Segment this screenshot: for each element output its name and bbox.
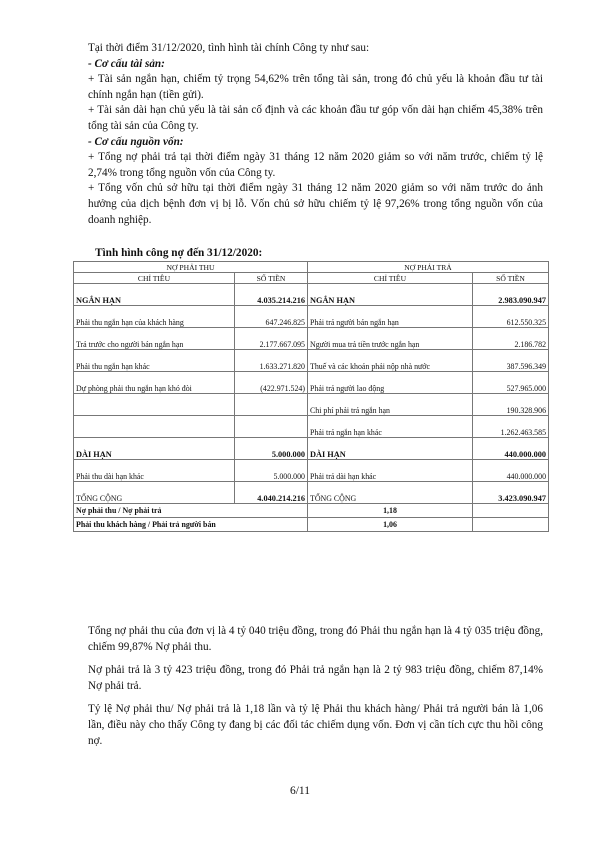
payable-amount: 190.328.906 [473, 394, 549, 416]
debt-table [73, 261, 549, 532]
receivable-item: Phải thu dài hạn khác [74, 460, 235, 482]
payable-amount: 527.965.000 [473, 372, 549, 394]
table-row [74, 460, 549, 482]
page-number: 6/11 [289, 785, 311, 797]
short-term-assets-paragraph: + Tài sản ngắn hạn, chiếm tỷ trọng 54,62% trên tổng tài sản, trong đó chủ yếu là khoản đầu tư tài chính ngắn hạn (tiền gửi). [88, 73, 543, 101]
payable-amount: 2.186.782 [473, 328, 549, 350]
column-header-amount: SỐ TIỀN [473, 273, 549, 284]
receivable-amount: 2.177.667.095 [235, 328, 308, 350]
ratio-value-customer-supplier: 1,06 [308, 518, 473, 532]
ratio-label-receivables-payables: Nợ phải thu / Nợ phải trả [74, 504, 308, 518]
ratio-row [74, 518, 549, 532]
payable-amount: 1.262.463.585 [473, 416, 549, 438]
ratio-value-receivables-payables: 1,18 [308, 504, 473, 518]
column-header-amount: SỐ TIỀN [235, 273, 308, 284]
ratio-empty-cell [473, 504, 549, 518]
receivable-amount [235, 416, 308, 438]
payable-item: Phải trả dài hạn khác [308, 460, 473, 482]
receivable-item: Trả trước cho người bán ngắn hạn [74, 328, 235, 350]
payable-amount: 2.983.090.947 [473, 284, 549, 306]
receivable-item: Dự phòng phải thu ngắn hạn khó đòi [74, 372, 235, 394]
table-row [74, 416, 549, 438]
receivable-item [74, 416, 235, 438]
payable-amount: 440.000.000 [473, 438, 549, 460]
overview-intro-line: Tại thời điểm 31/12/2020, tình hình tài chính Công ty như sau: [88, 42, 370, 54]
table-column-header-row [74, 273, 549, 284]
table-row [74, 350, 549, 372]
payable-item: Phải trả ngắn hạn khác [308, 416, 473, 438]
payable-item: Chi phí phải trả ngắn hạn [308, 394, 473, 416]
asset-structure-heading: - Cơ cấu tài sản: [88, 57, 165, 70]
payables-group-header: NỢ PHẢI TRẢ [308, 262, 549, 273]
receivable-total-amount: 4.040.214.216 [235, 482, 308, 504]
summary-receivables-paragraph: Tổng nợ phải thu của đơn vị là 4 tỷ 040 triệu đồng, trong đó Phải thu ngắn hạn là 4 tỷ 035 triệu đồng, chiếm 99,87% Nợ phải thu. [88, 625, 543, 653]
receivable-amount: 4.035.214.216 [235, 284, 308, 306]
receivable-item [74, 394, 235, 416]
payable-amount: 387.596.349 [473, 350, 549, 372]
ratio-label-customer-supplier: Phải thu khách hàng / Phải trả người bán [74, 518, 308, 532]
payable-item: Người mua trả tiền trước ngắn hạn [308, 328, 473, 350]
receivable-amount: 1.633.271.820 [235, 350, 308, 372]
table-group-header-row [74, 262, 549, 273]
debt-table-title: Tình hình công nợ đến 31/12/2020: [95, 247, 263, 259]
receivable-amount: 5.000.000 [235, 460, 308, 482]
payable-item: NGẮN HẠN [308, 284, 473, 306]
capital-structure-heading: - Cơ cấu nguồn vốn: [88, 135, 184, 148]
long-term-assets-paragraph: + Tài sản dài hạn chủ yếu là tài sản cố định và các khoản đầu tư góp vốn dài hạn chiếm 45,38% trên tổng tài sản của Công ty. [88, 104, 543, 132]
receivable-item: Phải thu ngắn hạn của khách hàng [74, 306, 235, 328]
liabilities-paragraph: + Tổng nợ phải trả tại thời điểm ngày 31 tháng 12 năm 2020 giảm so với năm trước, chiếm tỷ lệ 2,74% trong tổng nguồn vốn của Công ty. [88, 151, 543, 179]
table-row [74, 284, 549, 306]
summary-payables-paragraph: Nợ phải trả là 3 tỷ 423 triệu đồng, trong đó Phải trả ngắn hạn là 2 tỷ 983 triệu đồng, chiếm 87,14% Nợ phải trả. [88, 664, 543, 692]
payable-item: Phải trả người bán ngắn hạn [308, 306, 473, 328]
table-total-row [74, 482, 549, 504]
payable-total-amount: 3.423.090.947 [473, 482, 549, 504]
receivable-amount: (422.971.524) [235, 372, 308, 394]
table-row [74, 372, 549, 394]
table-row [74, 394, 549, 416]
receivable-amount: 647.246.825 [235, 306, 308, 328]
receivable-item: DÀI HẠN [74, 438, 235, 460]
receivable-item: Phải thu ngắn hạn khác [74, 350, 235, 372]
receivable-item: NGẮN HẠN [74, 284, 235, 306]
table-row [74, 306, 549, 328]
table-row [74, 438, 549, 460]
payable-item: Thuế và các khoản phải nộp nhà nước [308, 350, 473, 372]
payable-amount: 440.000.000 [473, 460, 549, 482]
column-header-item: CHỈ TIÊU [74, 273, 235, 284]
payable-item: Phải trả người lao động [308, 372, 473, 394]
financial-overview [88, 41, 543, 228]
receivable-amount: 5.000.000 [235, 438, 308, 460]
summary-ratio-paragraph: Tỷ lệ Nợ phải thu/ Nợ phải trả là 1,18 lần và tỷ lệ Phải thu khách hàng/ Phải trả người bán là 1,06 lần, điều này cho thấy Công ty đang bị các đối tác chiếm dụng vốn. Đơn vị cần tích cực thu hồi công nợ. [88, 703, 543, 747]
debt-summary [88, 624, 543, 757]
table-row [74, 328, 549, 350]
receivable-total-label: TỔNG CỘNG [74, 482, 235, 504]
payable-item: DÀI HẠN [308, 438, 473, 460]
payable-total-label: TỔNG CỘNG [308, 482, 473, 504]
column-header-item: CHỈ TIÊU [308, 273, 473, 284]
ratio-row [74, 504, 549, 518]
equity-paragraph: + Tổng vốn chủ sở hữu tại thời điểm ngày 31 tháng 12 năm 2020 giảm so với năm trước do ảnh hưởng của dịch bệnh đơn vị bị lỗ. Vốn chủ sở hữu chiếm tỷ lệ 97,26% trong tổng nguồn vốn của doanh nghiệp. [88, 182, 543, 226]
receivable-amount [235, 394, 308, 416]
receivables-group-header: NỢ PHẢI THU [74, 262, 308, 273]
payable-amount: 612.550.325 [473, 306, 549, 328]
ratio-empty-cell [473, 518, 549, 532]
